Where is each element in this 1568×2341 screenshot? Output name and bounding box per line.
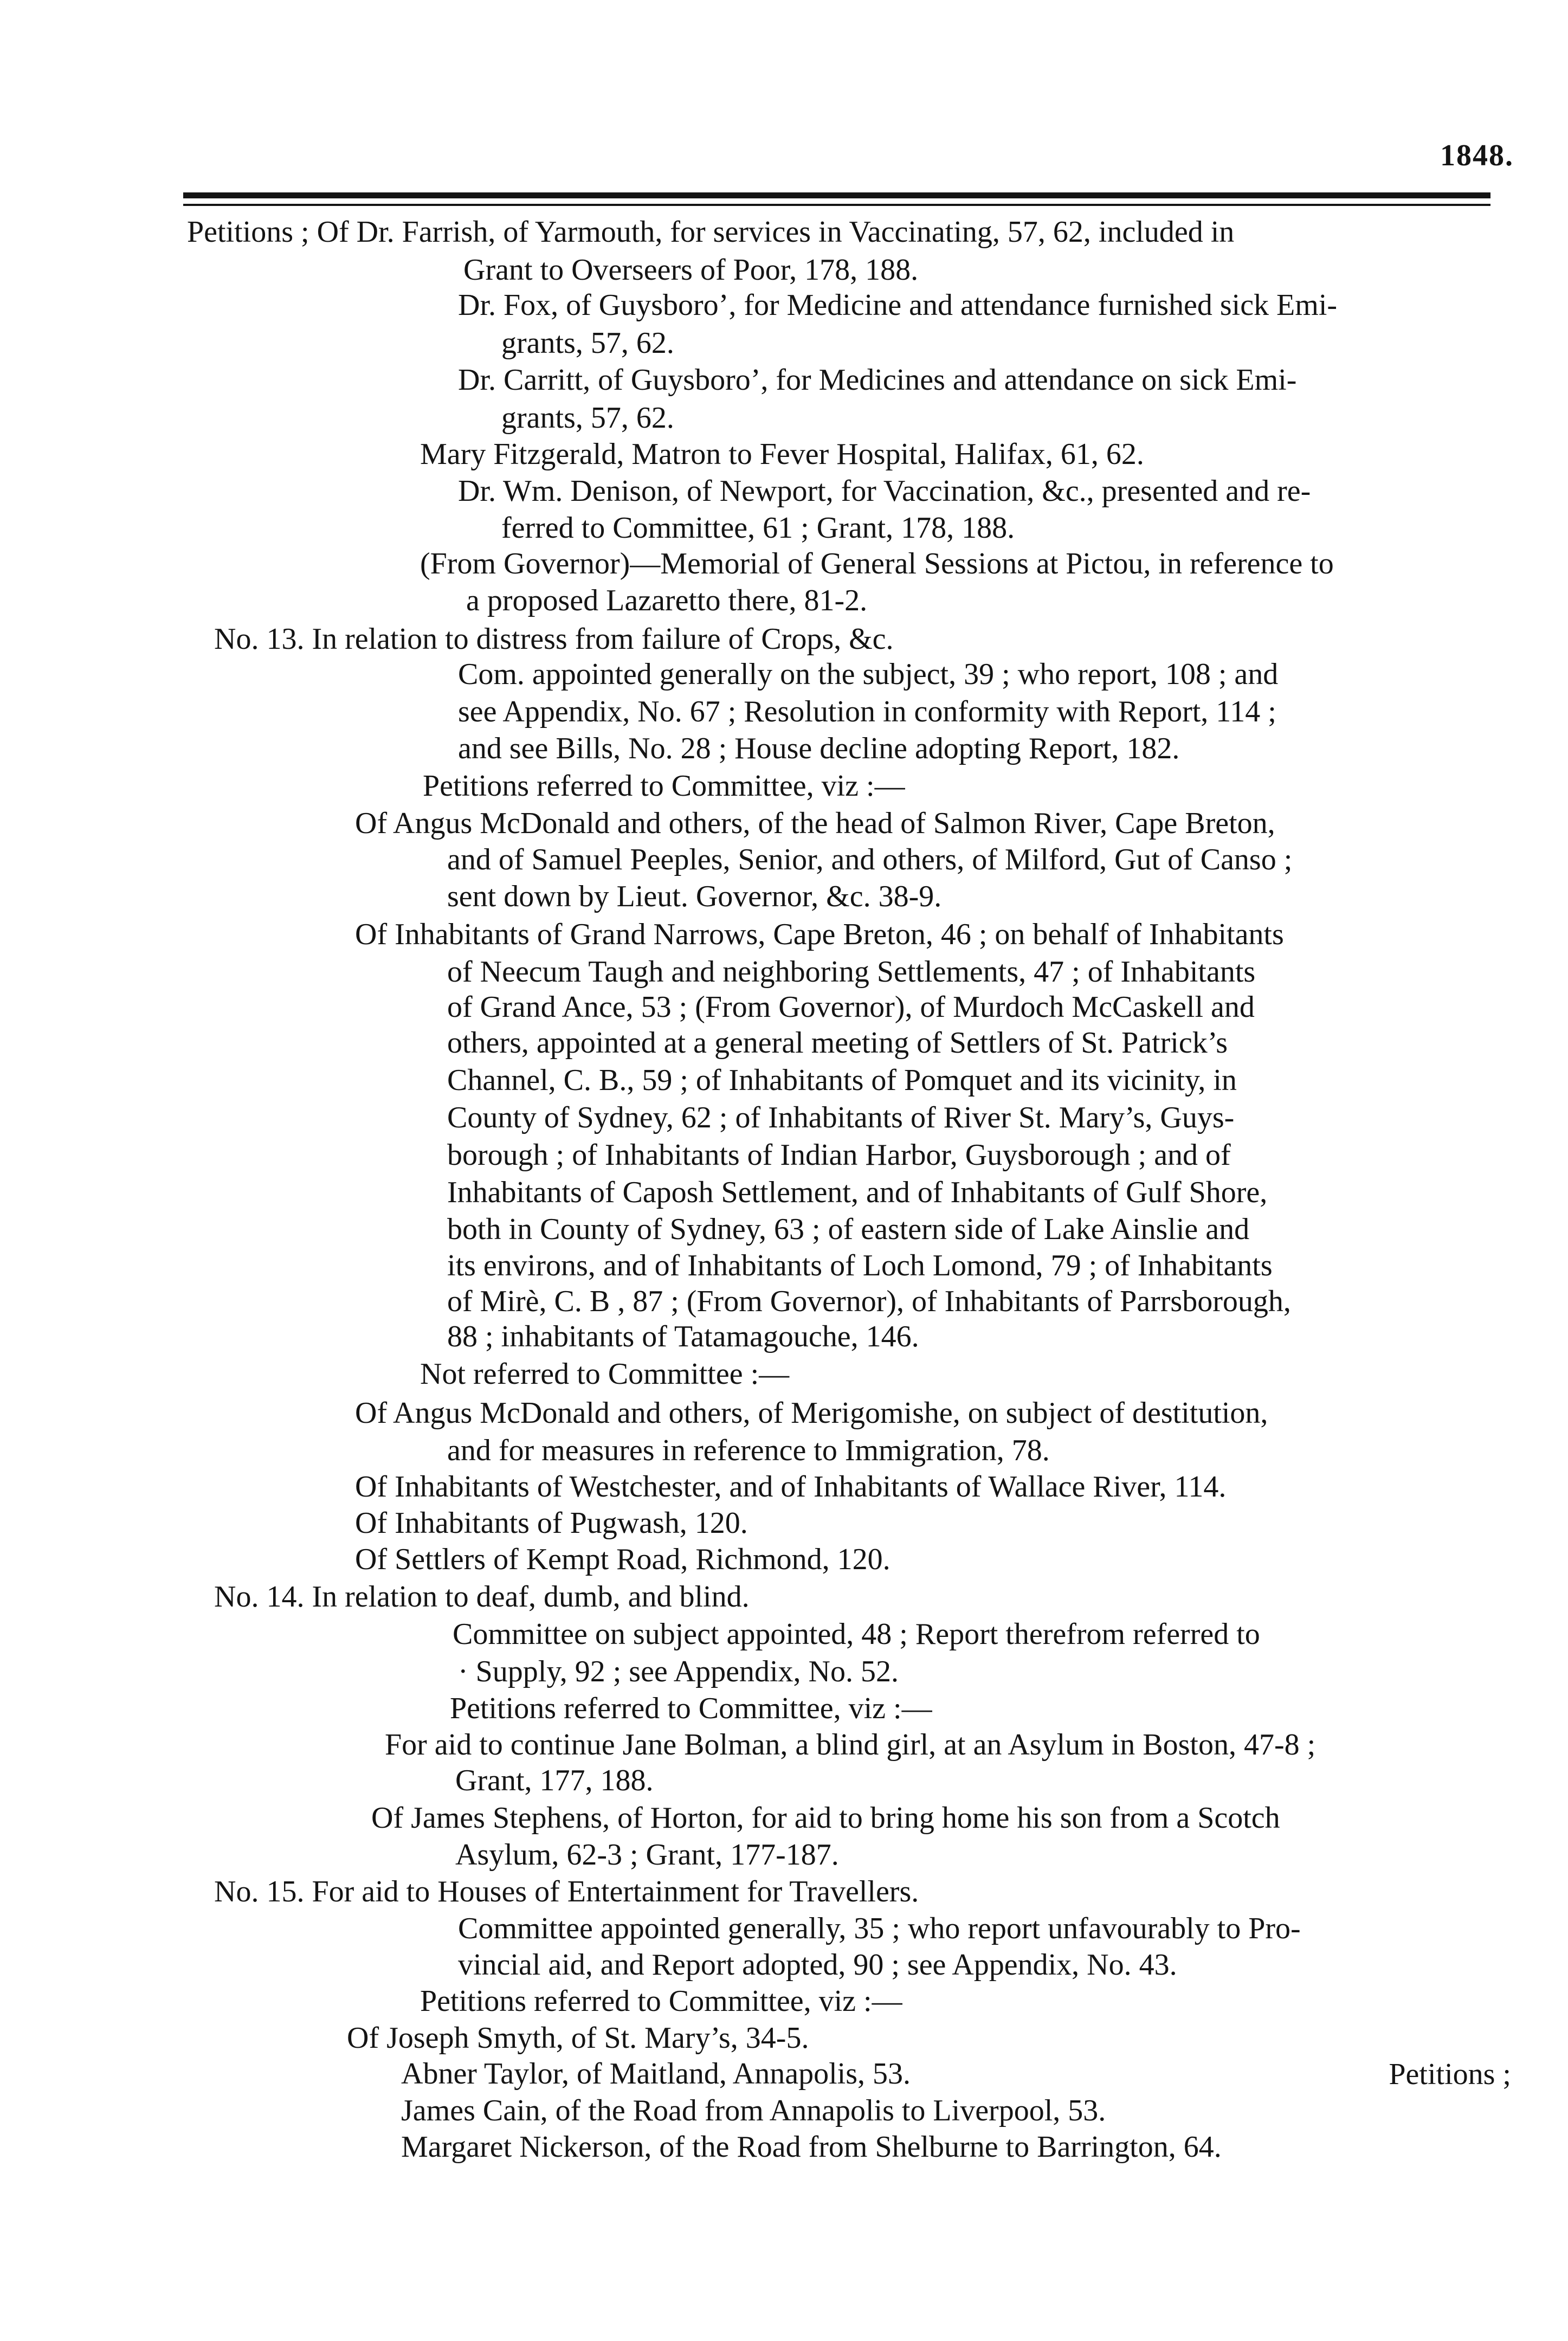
line-text: Dr. Carritt, of Guysboro’, for Medicines and attendance on sick Emi- (458, 363, 1297, 397)
line-text: Mary Fitzgerald, Matron to Fever Hospital, Halifax, 61, 62. (420, 437, 1144, 471)
line-text: Asylum, 62-3 ; Grant, 177-187. (455, 1837, 839, 1872)
line-text: Of Angus McDonald and others, of Merigomishe, on subject of destitution, (355, 1396, 1268, 1430)
line-text: others, appointed at a general meeting of Settlers of St. Patrick’s (447, 1026, 1228, 1060)
year-header: 1848. (1440, 139, 1514, 172)
line-text: Not referred to Committee :— (420, 1357, 790, 1391)
line-text: Petitions ; Of Dr. Farrish, of Yarmouth, for services in Vaccinating, 57, 62, included in (187, 215, 1235, 249)
line-text: Committee on subject appointed, 48 ; Report therefrom referred to (453, 1617, 1260, 1651)
line-text: ferred to Committee, 61 ; Grant, 178, 188. (501, 511, 1015, 545)
line-text: of Grand Ance, 53 ; (From Governor), of Murdoch McCaskell and (447, 990, 1255, 1024)
line-text: Committee appointed generally, 35 ; who report unfavourably to Pro- (458, 1912, 1301, 1946)
line-text: grants, 57, 62. (501, 401, 674, 435)
line-text: Of Settlers of Kempt Road, Richmond, 120. (355, 1543, 891, 1577)
line-text: No. 13. In relation to distress from failure of Crops, &c. (214, 622, 894, 656)
line-text: Of Joseph Smyth, of St. Mary’s, 34-5. (347, 2021, 809, 2055)
header-rule-thick (183, 192, 1490, 198)
text-line (0, 2132, 1568, 2181)
line-text: vincial aid, and Report adopted, 90 ; see Appendix, No. 43. (458, 1947, 1177, 1982)
line-text: No. 15. For aid to Houses of Entertainment for Travellers. (214, 1874, 919, 1908)
line-text: County of Sydney, 62 ; of Inhabitants of River St. Mary’s, Guys- (447, 1101, 1235, 1135)
line-text: Abner Taylor, of Maitland, Annapolis, 53. (401, 2057, 911, 2091)
line-text: and of Samuel Peeples, Senior, and others, of Milford, Gut of Canso ; (447, 843, 1293, 877)
line-text: a proposed Lazaretto there, 81-2. (466, 583, 868, 617)
line-text: Of James Stephens, of Horton, for aid to bring home his son from a Scotch (371, 1801, 1280, 1835)
line-text: Petitions referred to Committee, viz :— (420, 1984, 902, 2018)
catchword: Petitions ; (1389, 2058, 1511, 2091)
line-text: James Cain, of the Road from Annapolis to Liverpool, 53. (401, 2093, 1106, 2127)
line-text: and for measures in reference to Immigration, 78. (447, 1433, 1050, 1467)
line-text: grants, 57, 62. (501, 326, 674, 360)
line-text: Of Inhabitants of Grand Narrows, Cape Breton, 46 ; on behalf of Inhabitants (355, 918, 1284, 952)
line-text: 88 ; inhabitants of Tatamagouche, 146. (447, 1320, 919, 1354)
line-text: borough ; of Inhabitants of Indian Harbor, Guysborough ; and of (447, 1138, 1231, 1172)
line-text: No. 14. In relation to deaf, dumb, and blind. (214, 1580, 750, 1614)
line-text: both in County of Sydney, 63 ; of eastern side of Lake Ainslie and (447, 1212, 1250, 1246)
line-text: · Supply, 92 ; see Appendix, No. 52. (458, 1654, 899, 1688)
line-text: Margaret Nickerson, of the Road from Shelburne to Barrington, 64. (401, 2130, 1222, 2164)
line-text: its environs, and of Inhabitants of Loch Lomond, 79 ; of Inhabitants (447, 1249, 1273, 1283)
line-text: Dr. Wm. Denison, of Newport, for Vaccination, &c., presented and re- (458, 474, 1311, 508)
line-text: Grant to Overseers of Poor, 178, 188. (463, 253, 919, 287)
line-text: Inhabitants of Caposh Settlement, and of Inhabitants of Gulf Shore, (447, 1175, 1268, 1209)
line-text: see Appendix, No. 67 ; Resolution in conformity with Report, 114 ; (458, 695, 1276, 729)
line-text: Of Inhabitants of Pugwash, 120. (355, 1506, 748, 1540)
line-text: and see Bills, No. 28 ; House decline adopting Report, 182. (458, 731, 1180, 765)
line-text: Channel, C. B., 59 ; of Inhabitants of Pomquet and its vicinity, in (447, 1063, 1237, 1098)
line-text: Dr. Fox, of Guysboro’, for Medicine and attendance furnished sick Emi- (458, 288, 1338, 323)
line-text: of Neecum Taugh and neighboring Settlements, 47 ; of Inhabitants (447, 955, 1256, 989)
line-text: Com. appointed generally on the subject, 39 ; who report, 108 ; and (458, 657, 1279, 692)
line-text: Grant, 177, 188. (455, 1764, 654, 1798)
line-text: Petitions referred to Committee, viz :— (450, 1691, 932, 1725)
line-text: sent down by Lieut. Governor, &c. 38-9. (447, 879, 942, 913)
line-text: Petitions referred to Committee, viz :— (423, 769, 905, 803)
line-text: of Mirè, C. B , 87 ; (From Governor), of Inhabitants of Parrsborough, (447, 1285, 1291, 1319)
header-rule-thin (183, 204, 1490, 206)
line-text: Of Angus McDonald and others, of the head of Salmon River, Cape Breton, (355, 806, 1275, 840)
line-text: For aid to continue Jane Bolman, a blind girl, at an Asylum in Boston, 47-8 ; (385, 1728, 1316, 1762)
line-text: (From Governor)—Memorial of General Sessions at Pictou, in reference to (420, 547, 1334, 581)
line-text: Of Inhabitants of Westchester, and of Inhabitants of Wallace River, 114. (355, 1470, 1227, 1504)
